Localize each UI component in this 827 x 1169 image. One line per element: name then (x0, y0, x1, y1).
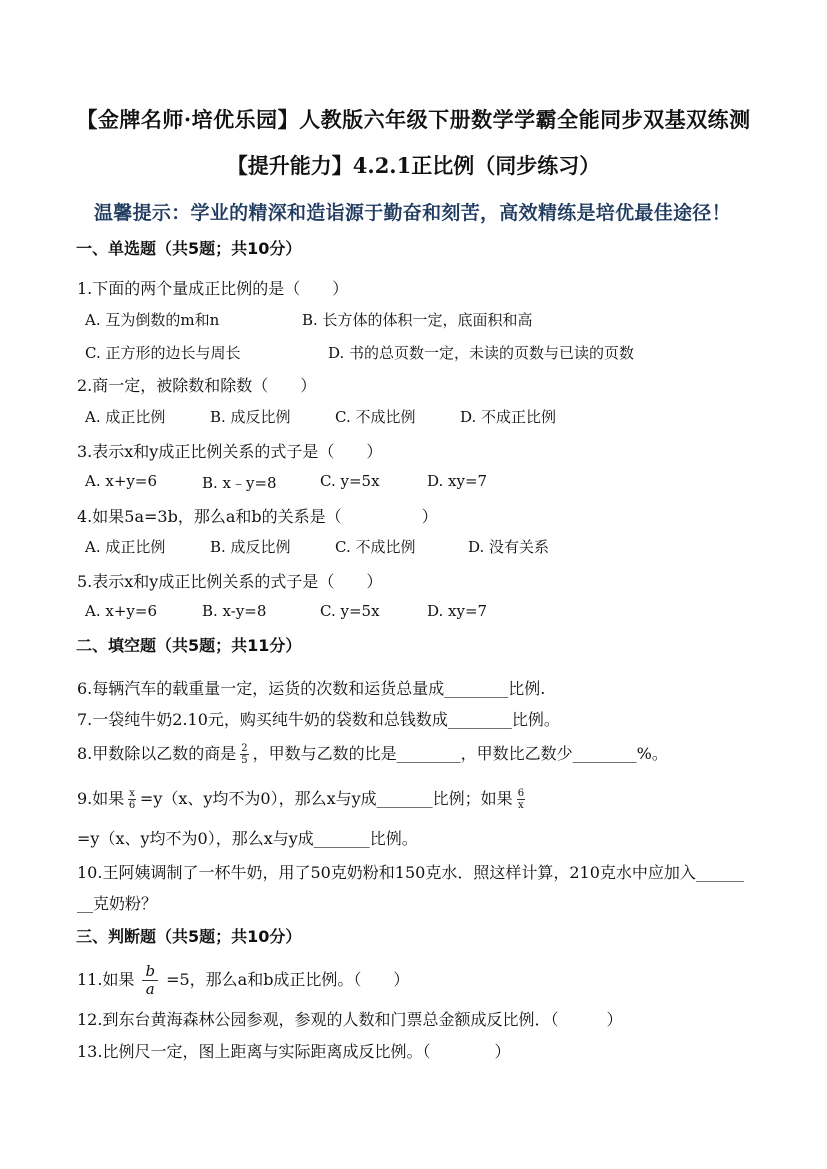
q4-option-b: B. 成反比例 (210, 538, 291, 556)
q2-option-d: D. 不成正比例 (460, 408, 557, 426)
q9-fraction-1-numerator: x (129, 788, 135, 799)
q3-option-b: B. x﹣y=8 (202, 474, 277, 492)
question-13: 13.比例尺一定，图上距离与实际距离成反比例。（ ） (77, 1042, 511, 1061)
question-10-continued: __克奶粉？ (77, 894, 158, 913)
tip-banner: 温馨提示：学业的精深和造诣源于勤奋和刻苦，高效精练是培优最佳途径！ (94, 202, 731, 224)
q11-fraction-denominator: a (145, 980, 155, 998)
q1-option-d: D. 书的总页数一定，未读的页数与已读的页数 (328, 344, 635, 362)
document-subtitle: 【提升能力】4.2.1正比例（同步练习） (226, 153, 601, 178)
document-title: 【金牌名师·培优乐园】人教版六年级下册数学学霸全能同步双基双练测 (76, 107, 751, 132)
q5-option-c: C. y=5x (320, 602, 380, 620)
q4-option-d: D. 没有关系 (468, 538, 550, 556)
question-2: 2.商一定，被除数和除数（ ） (77, 376, 317, 395)
q9-middle: =y（x、y均不为0），那么x与y成_______比例；如果 (139, 789, 513, 808)
q1-option-c: C. 正方形的边长与周长 (85, 344, 241, 362)
q11-fraction (142, 963, 158, 998)
q9-fraction-1 (128, 788, 136, 811)
q9-prefix: 9.如果 (77, 789, 125, 808)
q11-fraction-numerator: b (142, 963, 158, 981)
q3-option-d: D. xy=7 (427, 472, 488, 490)
q1-option-a: A. 互为倒数的m和n (85, 311, 220, 329)
q9-fraction-2 (517, 788, 525, 811)
question-10: 10.王阿姨调制了一杯牛奶，用了50克奶粉和150克水．照这样计算，210克水中应加入______ (77, 863, 744, 882)
question-6: 6.每辆汽车的载重量一定，运货的次数和运货总量成________比例. (77, 679, 546, 698)
q8-fraction-numerator: 2 (241, 743, 248, 754)
q5-option-b: B. x-y=8 (202, 602, 267, 620)
q8-fraction-denominator: 5 (241, 755, 248, 766)
question-9-continued: =y（x、y均不为0），那么x与y成_______比例。 (77, 829, 418, 848)
question-12: 12.到东台黄海森林公园参观，参观的人数和门票总金额成反比例．（ ） (77, 1010, 623, 1029)
section-heading-true-false: 三、判断题（共5题；共10分） (76, 927, 302, 946)
question-3: 3.表示x和y成正比例关系的式子是（ ） (77, 442, 383, 461)
section-heading-fill-in: 二、填空题（共5题；共11分） (76, 636, 302, 655)
question-4: 4.如果5a=3b，那么a和b的关系是（ ） (77, 507, 438, 526)
q9-fraction-2-numerator: 6 (517, 788, 525, 799)
q5-option-a: A. x+y=6 (85, 602, 157, 620)
q2-option-a: A. 成正比例 (85, 408, 166, 426)
question-11 (77, 963, 409, 998)
question-9 (77, 786, 529, 811)
q2-option-c: C. 不成比例 (335, 408, 416, 426)
q8-prefix: 8.甲数除以乙数的商是 (77, 744, 237, 763)
q9-fraction-1-denominator: 6 (128, 800, 136, 811)
section-heading-single-choice: 一、单选题（共5题；共10分） (76, 239, 302, 258)
q8-suffix: ，甲数与乙数的比是________，甲数比乙数少________%。 (252, 744, 668, 763)
question-7: 7.一袋纯牛奶2.10元，购买纯牛奶的袋数和总钱数成________比例。 (77, 710, 560, 729)
q9-fraction-2-denominator: x (518, 800, 524, 811)
q3-option-a: A. x+y=6 (85, 472, 157, 490)
q11-prefix: 11.如果 (77, 970, 135, 989)
q4-option-c: C. 不成比例 (335, 538, 416, 556)
question-5: 5.表示x和y成正比例关系的式子是（ ） (77, 572, 383, 591)
q4-option-a: A. 成正比例 (85, 538, 166, 556)
q1-option-b: B. 长方体的体积一定，底面积和高 (302, 311, 533, 329)
q8-fraction (240, 743, 248, 766)
q11-suffix: =5，那么a和b成正比例。（ ） (166, 970, 410, 989)
q2-option-b: B. 成反比例 (210, 408, 291, 426)
q3-option-c: C. y=5x (320, 472, 380, 490)
question-8 (77, 741, 668, 766)
question-1: 1.下面的两个量成正比例的是（ ） (77, 279, 349, 298)
q5-option-d: D. xy=7 (427, 602, 488, 620)
